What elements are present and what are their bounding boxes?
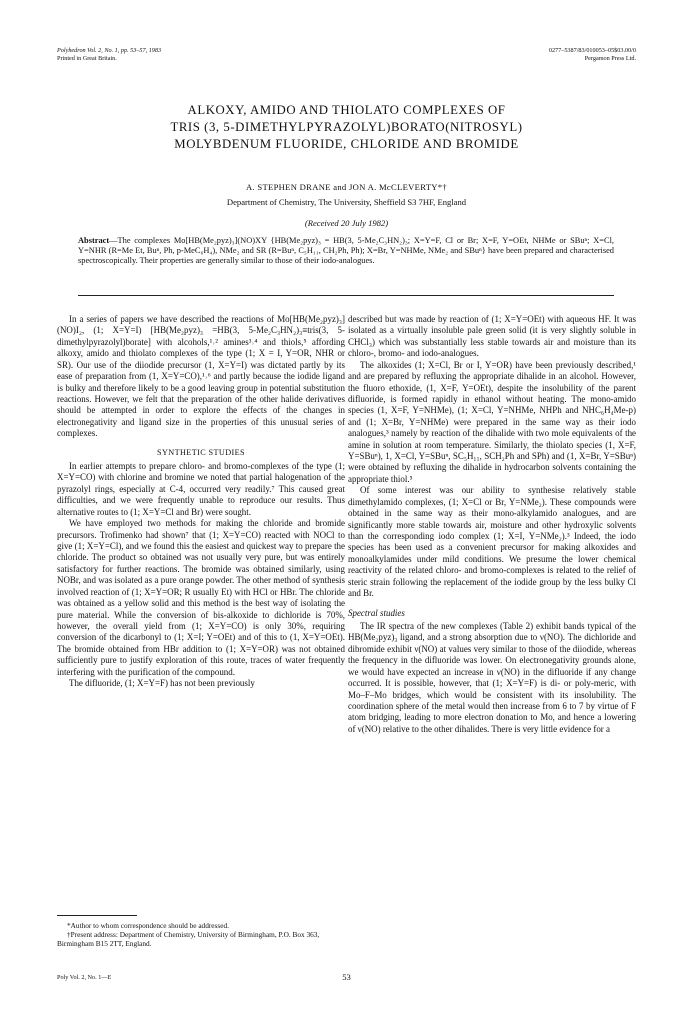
- footer-volume-info: Poly Vol. 2, No. 1—E: [57, 974, 112, 981]
- paragraph: The IR spectra of the new complexes (Table 2) exhibit bands typical of the HB(Me₂pyz)₃ ligand, and a strong absorption due to ν(NO). The dichloride and dibromide exhibit ν(NO) at values very similar to those of the diiodide, whereas the frequency in the difluoride was lower. On electronegativity grounds alone, we would have expected an increase in ν(NO) in the difluoride if any change occurred. It is possible, however, that (1; X=Y=F) is di- or poly-meric, with Mo–F–Mo bridges, which would be consistent with its insolubility. The coordination sphere of the metal would then increase from 6 to 7 by virtue of F atom bridging, leading to more electron donation to Mo, and hence a lowering of ν(NO) relative to the other dihalides. There is very little evidence for a: [348, 620, 636, 734]
- paragraph: We have employed two methods for making the chloride and bromide precursors. Trofimenko had shown⁷ that (1; X=Y=CO) reacted with NOCl to give (1; X=Y=Cl), and we found this the easiest and quickest way to prepare the chloride. The product so obtained was not usually very pure, but was entirely satisfactory for further reactions. The bromide was obtained similarly, using NOBr, and was isolated as a pure orange powder. The other method of synthesis involved reaction of (1; X=Y=OR; R usually Et) with HCl or HBr. The chloride was obtained as a yellow solid and this method is the best way of isolating the pure material. While the conversion of bis-alkoxide to dichloride is 70%, however, the overall yield from (1; X=Y=CO) is only 30%, requiring conversion of the dicarbonyl to (1; X=I; Y=OEt) and of this to (1, X=Y=OEt). The bromide obtained from HBr addition to (1; X=Y=OR) was not obtained sufficiently pure to justify exploration of this route, traces of water frequently interfering with the purification of the compound.: [57, 518, 345, 677]
- abstract-divider: [78, 295, 614, 296]
- title-line-1: ALKOXY, AMIDO AND THIOLATO COMPLEXES OF: [187, 103, 506, 117]
- journal-citation: Polyhedron Vol. 2, No. 1, pp. 53–57, 1983: [57, 47, 162, 54]
- title-line-2: TRIS (3, 5-DIMETHYLPYRAZOLYL)BORATO(NITROSYL): [170, 120, 523, 134]
- abstract: [78, 236, 614, 267]
- title-line-3: MOLYBDENUM FLUORIDE, CHLORIDE AND BROMIDE: [174, 137, 519, 151]
- section-heading: SYNTHETIC STUDIES: [157, 447, 245, 457]
- abstract-text: —The complexes Mo[HB(Me₂pyz)₃](NO)XY {HB(Me₂pyz)₃ = HB(3, 5-Me₂C₃HN₂)₃; X=Y=F, Cl or Br; X=F, Y=OEt, NHMe or SBuⁿ; X=Cl, Y=NHR (R=Me Et, Buⁿ, Ph, p-MeC₆H₄), NMe₂ and SR (R=Buⁿ, C₅H₁₁, CH₂Ph, Ph); X=Br, Y=NHMe, NMe₂ and SBuⁿ} have been prepared and characterised spectroscopically. Their properties are generally similar to those of their iodo-analogues.: [78, 236, 614, 266]
- author-list: A. STEPHEN DRANE and JON A. McCLEVERTY*†: [245, 182, 447, 192]
- footnote-corresponding-author: *Author to whom correspondence should be addressed.: [67, 921, 229, 930]
- received-date: (Received 20 July 1982): [304, 218, 389, 228]
- left-column: [57, 314, 345, 690]
- footnote-divider: [57, 915, 137, 916]
- subsection-heading: Spectral studies: [348, 607, 405, 618]
- right-column: [348, 314, 636, 735]
- running-header-right: [549, 47, 636, 63]
- page-number: 53: [342, 972, 351, 982]
- publisher: Pergamon Press Ltd.: [584, 55, 636, 62]
- paragraph: The difluoride, (1; X=Y=F) has not been previously: [69, 678, 255, 689]
- paper-title: [57, 102, 636, 153]
- running-header-left: [57, 47, 161, 63]
- footnotes: [57, 921, 345, 949]
- footnote-present-address: †Present address: Department of Chemistry, University of Birmingham, P.O. Box 363, Birmingham B15 2TT, England.: [57, 930, 320, 949]
- abstract-label: Abstract: [78, 236, 110, 245]
- author-affiliation: Department of Chemistry, The University, Sheffield S3 7HF, England: [226, 197, 467, 207]
- paragraph: In earlier attempts to prepare chloro- and bromo-complexes of the type (1; X=Y=CO) with chlorine and bromine we noted that partial halogenation of the pyrazolyl rings, especially at C-4, occurred very readily.⁷ This caused great difficulties, and we were frequently unable to reproduce our results. Thus alternative routes to (1; X=Y=Cl and Br) were sought.: [57, 461, 345, 517]
- printed-location: Printed in Great Britain.: [57, 55, 117, 62]
- paragraph: Of some interest was our ability to synthesise relatively stable dimethylamido complexes, (1; X=Cl or Br, Y=NMe₂). These compounds were obtained in the same way as their mono-alkylamido analogues, and are significantly more stable towards air, moisture and other hydroxylic solvents than the corresponding iodo complex (1; X=I, Y=NMe₂).³ Indeed, the iodo species has been used as a convenient precursor for making alkoxides and monoalkylamides under mild conditions. We presume the lower chemical reactivity of the related chloro- and bromo-complexes is related to the relief of steric strain following the replacement of the iodide group by the less bulky Cl and Br.: [348, 485, 636, 599]
- paragraph: described but was made by reaction of (1; X=Y=OEt) with aqueous HF. It was isolated as a virtually insoluble pale green solid (it is very slightly soluble in CHCl₃) which was substantially less stable towards air and moisture than its chloro-, bromo- and iodo-analogues.: [348, 314, 636, 359]
- article-code: 0277–5387/83/010053–05$03.00/0: [548, 47, 636, 54]
- paragraph: The alkoxides (1; X=Cl, Br or I, Y=OR) have been previously described,¹ and are prepared by refluxing the appropriate dihalide in an alcohol. However, the fluoro ethoxide, (1, X=F, Y=OEt), despite the insolubility of the parent difluoride, is formed rapidly in ethanol without heating. The mono-amido species (1, X=F, Y=NHMe), (1; X=Cl, Y=NHMe, NHPh and NHC₆H₄Me-p) and (1; X=Br, Y=NHMe) were prepared in the same way as their iodo analogues,³ namely by reaction of the dihalide with two mole equivalents of the amine in solution at room temperature. Similarly, the thiolato species (1, X=F, Y=SBuⁿ), 1, X=Cl, Y=SBuⁿ, SC₅H₁₁, SCH₂Ph and SPh) and (1, X=Br, Y=SBuⁿ) were obtained by refluxing the dihalide in hydrocarbon solvents containing the appropriate thiol.⁵: [348, 359, 636, 484]
- paragraph: In a series of papers we have described the reactions of Mo[HB(Me₂pyz)₃](NO)I₂, (1; X=Y=I) [HB(Me₂pyz)₃ =HB(3, 5-Me₂C₃HN₂)₃≡tris(3, 5-dimethylpyrazolyl)borate] with alcohols,¹˒² amines³˒⁴ and thiols,⁵ affording alkoxy, amido and thiolato complexes of the type (1; X = I, Y=OR, NHR or SR). Our use of the diiodide precursor (1, X=Y=I) was dictated partly by its ease of preparation from (1, X=Y=CO),¹˒⁶ and partly because the iodide ligand is bulky and therefore likely to be a good leaving group in potential substitution reactions. However, we felt that the preparation of the other halide derivatives should be attempted in order to explore the effects of the changes in electronegativity and ligand size in the properties of this unusual series of complexes.: [57, 314, 345, 439]
